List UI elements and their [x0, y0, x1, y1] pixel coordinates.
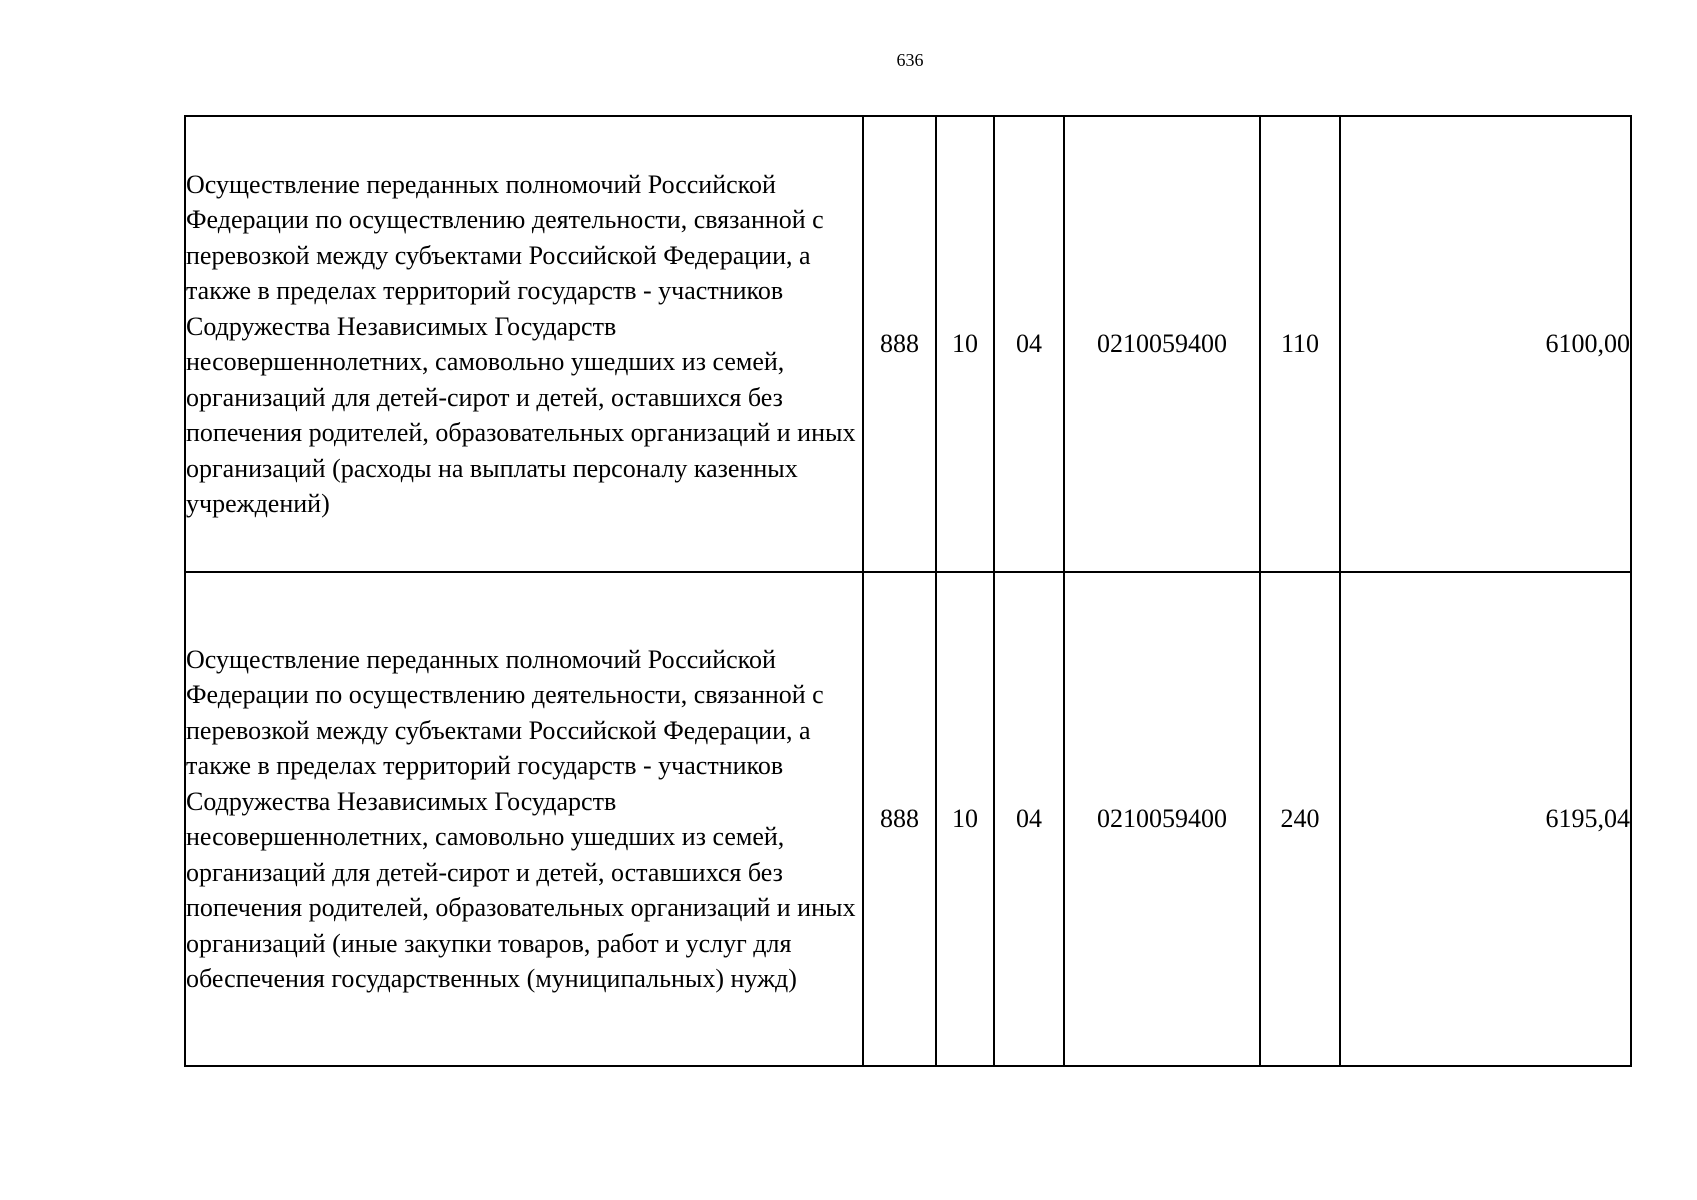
budget-table [184, 115, 1632, 1067]
description-cell: Осуществление переданных полномочий Российской Федерации по осуществлению деятельности, связанной с перевозкой между субъектами Российской Федерации, а также в пределах территорий государств - участников Содружества Независимых Государств несовершеннолетних, самовольно ушедших из семей, организаций для детей-сирот и детей, оставшихся без попечения родителей, образовательных организаций и иных организаций (иные закупки товаров, работ и услуг для обеспечения государственных (муниципальных) нужд) [185, 572, 863, 1066]
page-number: 636 [896, 50, 924, 70]
expense-type-cell: 110 [1260, 116, 1340, 572]
subsection-code-cell: 04 [994, 572, 1064, 1066]
target-article-cell: 0210059400 [1064, 572, 1260, 1066]
ministry-code-cell: 888 [863, 116, 936, 572]
table-row [185, 572, 1631, 1066]
target-article-cell: 0210059400 [1064, 116, 1260, 572]
ministry-code-cell: 888 [863, 572, 936, 1066]
amount-cell: 6195,04 [1340, 572, 1631, 1066]
section-code-cell: 10 [936, 116, 994, 572]
amount-cell: 6100,00 [1340, 116, 1631, 572]
description-cell: Осуществление переданных полномочий Российской Федерации по осуществлению деятельности, связанной с перевозкой между субъектами Российской Федерации, а также в пределах территорий государств - участников Содружества Независимых Государств несовершеннолетних, самовольно ушедших из семей, организаций для детей-сирот и детей, оставшихся без попечения родителей, образовательных организаций и иных организаций (расходы на выплаты персоналу казенных учреждений) [185, 116, 863, 572]
subsection-code-cell: 04 [994, 116, 1064, 572]
section-code-cell: 10 [936, 572, 994, 1066]
table-row [185, 116, 1631, 572]
expense-type-cell: 240 [1260, 572, 1340, 1066]
